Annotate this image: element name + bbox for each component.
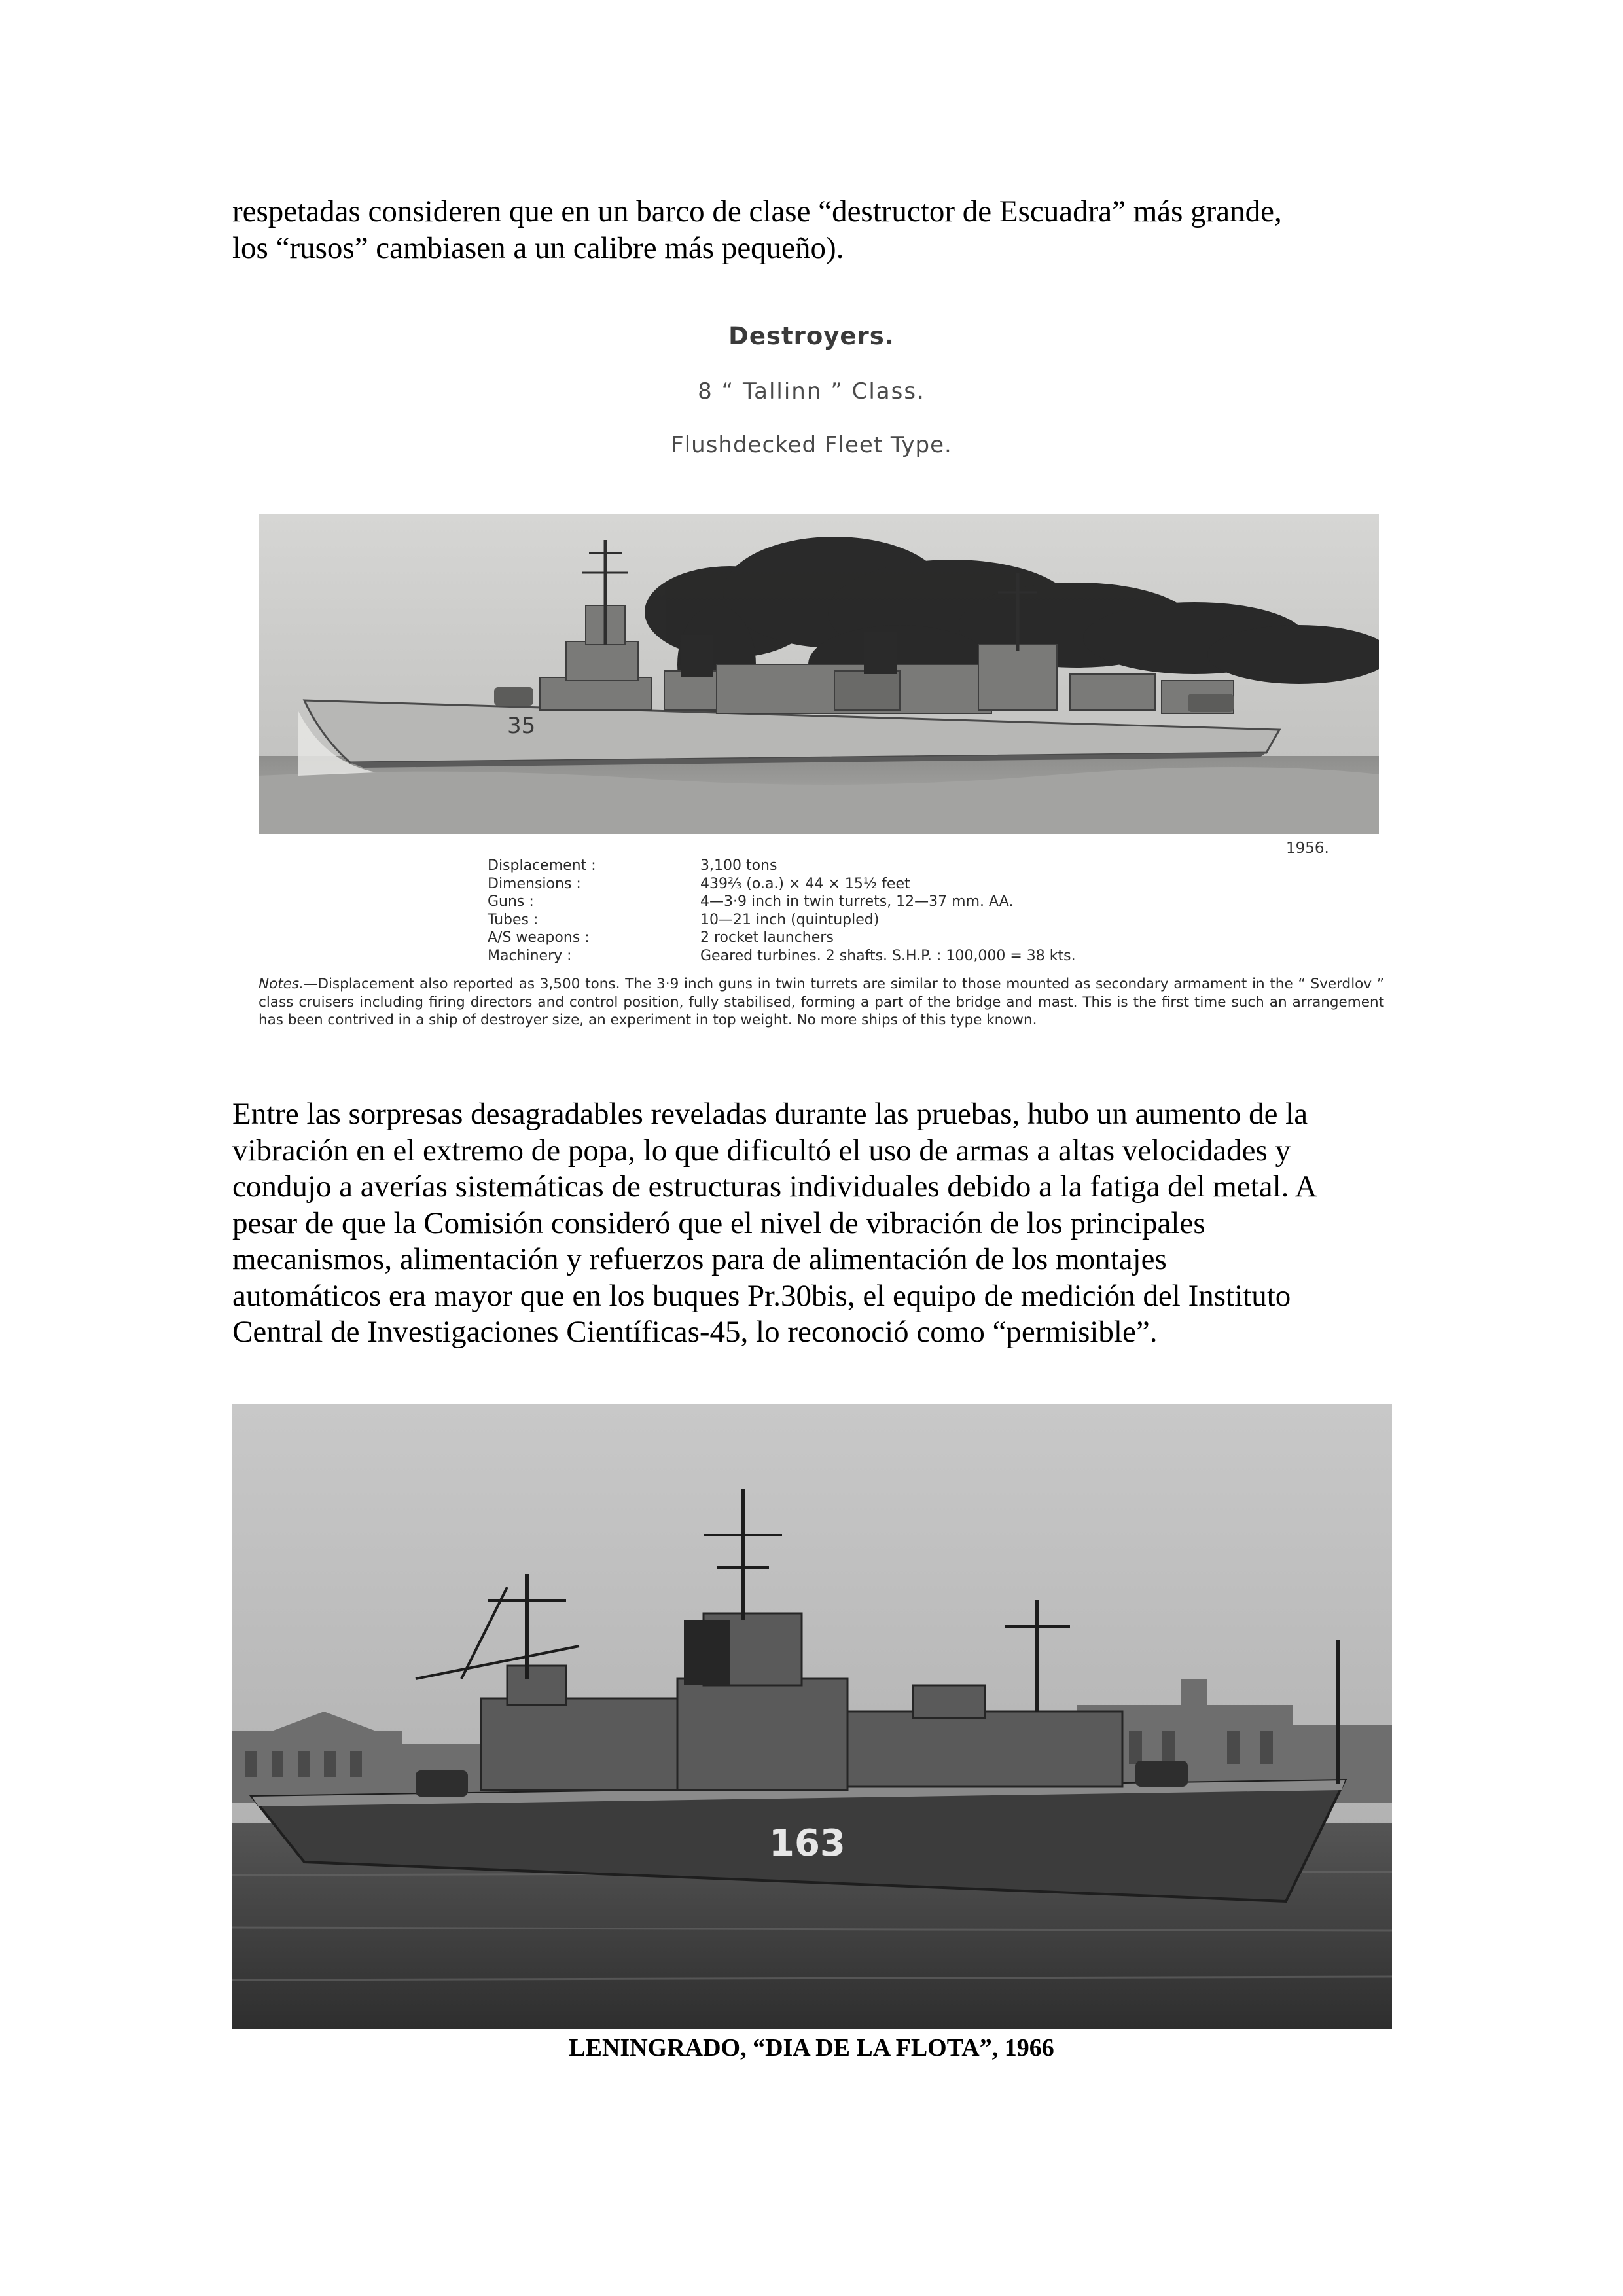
notes-label: Notes.: [259, 976, 304, 992]
spec-value: 4—3·9 inch in twin turrets, 12—37 mm. AA.: [700, 893, 1014, 910]
intro-paragraph: [232, 194, 1391, 266]
spec-label: Displacement :: [488, 857, 596, 874]
spec-label: Guns :: [488, 893, 534, 910]
hull-number: 163: [769, 1822, 846, 1865]
destroyer-moored-illustration: [232, 1404, 1392, 2029]
svg-text:35: 35: [507, 713, 536, 739]
photo-year: 1956.: [1286, 840, 1329, 857]
destroyer-photo-leningrad: [232, 1404, 1392, 2029]
spec-row: [488, 857, 1076, 876]
specifications-table: [488, 857, 1076, 965]
destroyer-photo-at-sea: [259, 514, 1379, 834]
body-line: automáticos era mayor que en los buques Pr.30bis, el equipo de medición del Instituto: [232, 1278, 1291, 1313]
body-line: condujo a averías sistemáticas de estructuras individuales debido a la fatiga del metal. A: [232, 1170, 1317, 1204]
intro-line: respetadas consideren que en un barco de clase “destructor de Escuadra” más grande,: [232, 194, 1282, 228]
body-line: mecanismos, alimentación y refuerzos para de alimentación de los montajes: [232, 1242, 1167, 1276]
intro-line: los “rusos” cambiasen a un calibre más pequeño).: [232, 230, 844, 265]
spec-label: Machinery :: [488, 947, 572, 964]
body-line: Central de Investigaciones Científicas-45, lo reconoció como “permisible”.: [232, 1315, 1158, 1349]
spec-row: [488, 948, 1076, 966]
spec-label: Tubes :: [488, 911, 539, 928]
spec-value: 439⅔ (o.a.) × 44 × 15½ feet: [700, 875, 910, 892]
spec-label: A/S weapons :: [488, 929, 590, 946]
spec-value: 3,100 tons: [700, 857, 777, 874]
spec-row: [488, 876, 1076, 894]
body-line: pesar de que la Comisión consideró que el nivel de vibración de los principales: [232, 1206, 1205, 1240]
body-line: Entre las sorpresas desagradables reveladas durante las pruebas, hubo un aumento de la: [232, 1097, 1308, 1131]
body-paragraph: [232, 1096, 1404, 1351]
spec-row: [488, 893, 1076, 912]
photo-caption: LENINGRADO, “DIA DE LA FLOTA”, 1966: [569, 2034, 1054, 2062]
spec-value: 10—21 inch (quintupled): [700, 911, 880, 928]
scan-type-line: Flushdecked Fleet Type.: [671, 432, 952, 458]
destroyer-at-sea-illustration: [259, 514, 1379, 834]
notes-text: —Displacement also reported as 3,500 tons. The 3·9 inch guns in twin turrets are similar to those mounted as secondary armament in the “ Sverdlov ” class cruisers including firing directors and control position, fully stabilised, forming a part of the bridge and mast. This is the first time such an arrangement has been contrived in a ship of destroyer size, an experiment in top weight. No more ships of this type known.: [259, 976, 1384, 1028]
spec-label: Dimensions :: [488, 875, 581, 892]
spec-value: 2 rocket launchers: [700, 929, 834, 946]
spec-row: [488, 912, 1076, 930]
spec-row: [488, 929, 1076, 948]
body-line: vibración en el extremo de popa, lo que dificultó el uso de armas a altas velocidades y: [232, 1133, 1291, 1168]
scan-class-line: 8 “ Tallinn ” Class.: [698, 378, 925, 404]
scan-notes: [259, 975, 1384, 1030]
spec-value: Geared turbines. 2 shafts. S.H.P. : 100,000 = 38 kts.: [700, 947, 1076, 964]
scan-title: Destroyers.: [728, 322, 895, 350]
